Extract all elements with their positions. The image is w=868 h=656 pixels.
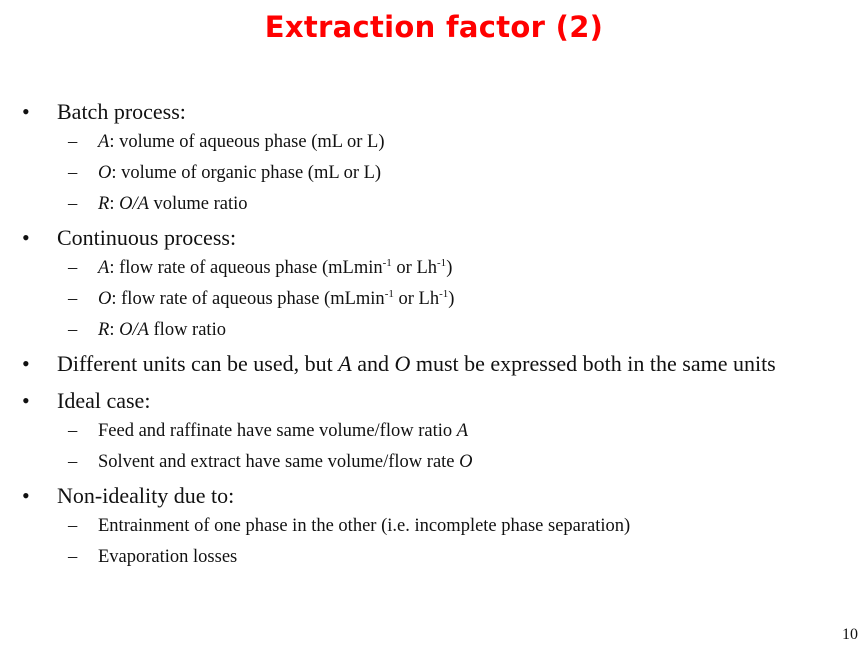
sub-list-batch (18, 130, 838, 216)
bullet-text: Continuous process: (57, 225, 237, 250)
dash-icon: – (68, 163, 78, 183)
bullet-item-different-units (18, 349, 838, 378)
bullet-text-before: Different units can be used, but (57, 351, 339, 376)
dash-icon: – (68, 132, 78, 152)
sub-list-non-ideality (18, 514, 838, 569)
sub-item-text: : flow rate of aqueous phase (mLmin (111, 289, 385, 309)
sub-item-mid: or Lh (393, 289, 440, 309)
sub-item-ideal-feed (18, 419, 838, 443)
sub-item-text: : volume of organic phase (mL or L) (111, 163, 382, 183)
variable: A (456, 421, 469, 441)
superscript: -1 (439, 288, 449, 300)
variable: A (98, 132, 110, 152)
sub-list-ideal (18, 419, 838, 474)
variable: R (98, 194, 110, 214)
sub-item-end: ) (448, 289, 455, 309)
variable: O (98, 163, 112, 183)
superscript: -1 (382, 257, 392, 269)
bullet-icon: • (22, 483, 30, 508)
sub-item-text: : (109, 320, 120, 340)
bullet-icon: • (22, 388, 30, 413)
dash-icon: – (68, 289, 78, 309)
sub-item-text: Feed and raffinate have same volume/flow ratio (98, 421, 457, 441)
sub-item-tail: flow ratio (148, 320, 226, 340)
bullet-text: Batch process: (57, 99, 186, 124)
sub-item-continuous-o (18, 287, 838, 311)
sub-item-mid: or Lh (391, 258, 438, 278)
variable: R (98, 320, 110, 340)
variable: O (98, 289, 112, 309)
bullet-icon: • (22, 351, 30, 376)
bullet-text-after: must be expressed both in the same units (410, 351, 776, 376)
sub-item-batch-r (18, 192, 838, 216)
sub-item-text: : (109, 194, 120, 214)
bullet-icon: • (22, 99, 30, 124)
sub-item-continuous-r (18, 318, 838, 342)
sub-item-ideal-solvent (18, 450, 838, 474)
variable: O (459, 452, 473, 472)
page-number: 10 (842, 626, 858, 643)
sub-item-text: : volume of aqueous phase (mL or L) (109, 132, 385, 152)
superscript: -1 (384, 288, 394, 300)
sub-item-batch-a (18, 130, 838, 154)
bullet-icon: • (22, 225, 30, 250)
sub-item-continuous-a (18, 256, 838, 280)
slide-body (18, 97, 838, 576)
bullet-item-continuous-process (18, 223, 838, 252)
sub-item-batch-o (18, 161, 838, 185)
bullet-text-mid: and (351, 351, 395, 376)
sub-item-tail: volume ratio (148, 194, 248, 214)
dash-icon: – (68, 516, 78, 536)
sub-item-evaporation (18, 545, 838, 569)
sub-item-text: Evaporation losses (98, 547, 238, 567)
variable: O (394, 351, 411, 376)
dash-icon: – (68, 194, 78, 214)
dash-icon: – (68, 452, 78, 472)
sub-item-text: Solvent and extract have same volume/flow rate (98, 452, 460, 472)
sub-item-text: : flow rate of aqueous phase (mLmin (109, 258, 383, 278)
sub-list-continuous (18, 256, 838, 342)
ratio: O/A (119, 320, 149, 340)
bullet-text: Ideal case: (57, 388, 151, 413)
bullet-item-ideal-case (18, 386, 838, 415)
sub-item-end: ) (446, 258, 453, 278)
superscript: -1 (437, 257, 447, 269)
bullet-item-batch-process (18, 97, 838, 126)
dash-icon: – (68, 258, 78, 278)
dash-icon: – (68, 547, 78, 567)
slide-title: Extraction factor (2) (264, 10, 604, 44)
variable: A (98, 258, 110, 278)
variable: A (338, 351, 352, 376)
sub-item-entrainment (18, 514, 838, 538)
dash-icon: – (68, 421, 78, 441)
bullet-item-non-ideality (18, 481, 838, 510)
ratio: O/A (119, 194, 149, 214)
dash-icon: – (68, 320, 78, 340)
sub-item-text: Entrainment of one phase in the other (i.e. incomplete phase separation) (98, 516, 631, 536)
bullet-text: Non-ideality due to: (57, 483, 235, 508)
